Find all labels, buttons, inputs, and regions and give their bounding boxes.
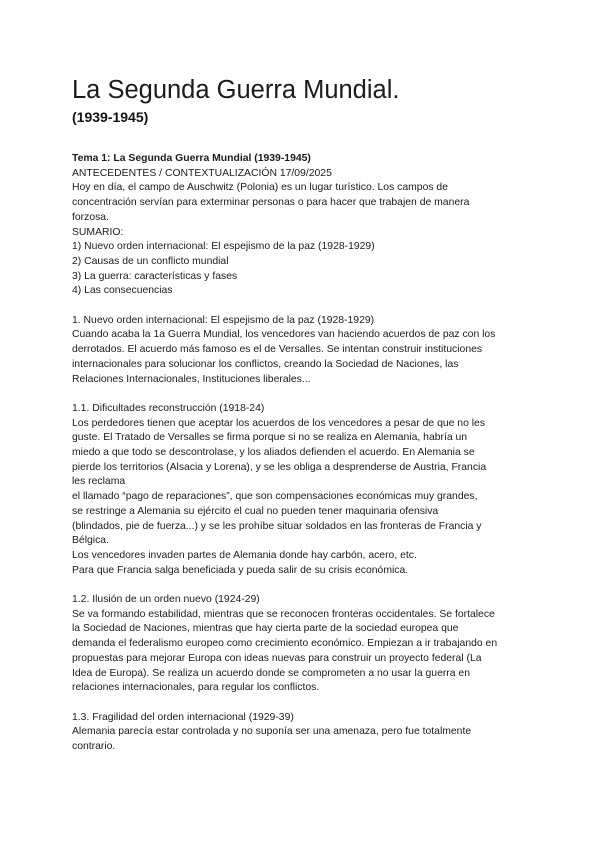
paragraph-line: Se va formando estabilidad, mientras que se reconocen fronteras occidentales. Se fortalece bbox=[72, 608, 495, 620]
section-heading: 1. Nuevo orden internacional: El espejismo de la paz (1928-1929) bbox=[72, 314, 375, 326]
intro-line: Hoy en día, el campo de Auschwitz (Polonia) es un lugar turístico. Los campos de bbox=[72, 182, 448, 194]
paragraph-line: derrotados. El acuerdo más famoso es el de Versalles. Se intentan construir instituciones bbox=[72, 344, 483, 356]
paragraph-line: Alemania parecía estar controlada y no suponía ser una amenaza, pero fue totalmente bbox=[72, 726, 472, 738]
paragraph-line: demanda el federalismo europeo como crecimiento económico. Empiezan a ir trabajando en bbox=[72, 638, 498, 650]
paragraph-line: Relaciones Internacionales, Instituciones liberales... bbox=[72, 373, 311, 385]
paragraph-line: les reclama bbox=[72, 476, 126, 488]
paragraph-line: miedo a que todo se descontrolase, y los aliados defienden el acuerdo. En Alemania se bbox=[72, 447, 475, 459]
paragraph-line: contrario. bbox=[72, 741, 116, 753]
paragraph-line: Bélgica. bbox=[72, 535, 109, 547]
paragraph-line: (blindados, pie de fuerza...) y se les prohíbe situar soldados en las fronteras de Francia y bbox=[72, 520, 482, 532]
paragraph-line: guste. El Tratado de Versalles se firma porque si no se realiza en Alemania, habría un bbox=[72, 432, 468, 444]
topic-heading: Tema 1: La Segunda Guerra Mundial (1939-1945) bbox=[72, 153, 311, 164]
paragraph-line: propuestas para mejorar Europa con ideas nuevas para construir un proyecto federal (La bbox=[72, 652, 482, 664]
section-heading: 1.1. Dificultades reconstrucción (1918-24) bbox=[72, 402, 265, 414]
document-subtitle: (1939-1945) bbox=[72, 109, 149, 125]
paragraph-line: Para que Francia salga beneficiada y pueda salir de su crisis económica. bbox=[72, 564, 409, 576]
paragraph-line: Los perdedores tienen que aceptar los acuerdos de los vencedores a pesar de que no les bbox=[72, 417, 486, 429]
paragraph-line: Idea de Europa). Se realiza un acuerdo donde se comprometen a no usar la guerra en bbox=[72, 667, 470, 679]
sumario-item: 3) La guerra: características y fases bbox=[72, 270, 238, 282]
paragraph-line: Cuando acaba la 1a Guerra Mundial, los vencedores van haciendo acuerdos de paz con los bbox=[72, 329, 496, 341]
paragraph-line: internacionales para solucionar los conflictos, creando la Sociedad de Naciones, las bbox=[72, 358, 459, 370]
sumario-item: 2) Causas de un conflicto mundial bbox=[72, 255, 229, 267]
section-heading: 1.3. Fragilidad del orden internacional (1929-39) bbox=[72, 711, 294, 723]
paragraph-line: pierde los territorios (Alsacia y Lorena), y se les obliga a desprenderse de Austria, Francia bbox=[72, 461, 487, 473]
document-body bbox=[72, 152, 528, 755]
intro-line: concentración servían para exterminar personas o para hacer que trabajen de manera bbox=[72, 197, 470, 209]
paragraph-line: la Sociedad de Naciones, mientras que hay cierta parte de la sociedad europea que bbox=[72, 623, 459, 635]
paragraph-line: Los vencedores invaden partes de Alemania donde hay carbón, acero, etc. bbox=[72, 549, 417, 561]
document-title: La Segunda Guerra Mundial. bbox=[72, 76, 400, 104]
paragraph-line: se restringe a Alemania su ejército el cual no pueden tener maquinaria ofensiva bbox=[72, 505, 439, 517]
paragraph-line: el llamado “pago de reparaciones”, que son compensaciones económicas muy grandes, bbox=[72, 491, 478, 503]
antecedentes-line: ANTECEDENTES / CONTEXTUALIZACIÓN 17/09/2025 bbox=[72, 167, 332, 179]
section-heading: 1.2. Ilusión de un orden nuevo (1924-29) bbox=[72, 594, 260, 606]
sumario-title: SUMARIO: bbox=[72, 226, 124, 238]
paragraph-line: relaciones internacionales, para regular los conflictos. bbox=[72, 682, 320, 694]
intro-line: forzosa. bbox=[72, 211, 109, 223]
sumario-item: 1) Nuevo orden internacional: El espejismo de la paz (1928-1929) bbox=[72, 241, 375, 253]
sumario-item: 4) Las consecuencias bbox=[72, 285, 173, 297]
